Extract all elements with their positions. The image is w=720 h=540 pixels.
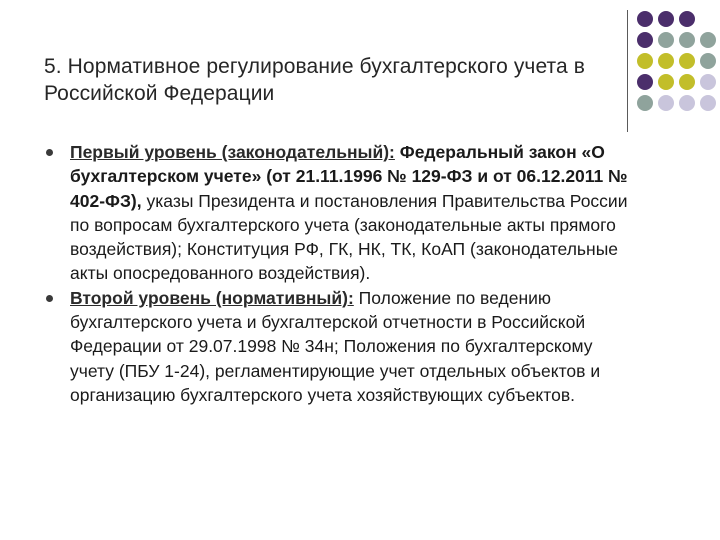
decorative-dot <box>700 95 716 111</box>
decorative-dot <box>679 32 695 48</box>
bullet-text: указы Президента и постановления Правительства России по вопросам бухгалтерского учета (законодательные акты прямого воздействия); Конституция РФ, ГК, НК, ТК, КоАП (законодательные акты опосредованного воздействия). <box>70 190 628 284</box>
decorative-dot <box>658 95 674 111</box>
bullet-dot-icon <box>46 149 53 156</box>
decorative-dot <box>637 74 653 90</box>
decorative-dot <box>700 53 716 69</box>
federal-law-text: Федеральный закон «О бухгалтерском учете» (от 21.11.1996 № 129-ФЗ и от 06.12.2011 № 402-ФЗ), <box>70 142 628 211</box>
slide-title: 5. Нормативное регулирование бухгалтерского учета в Российской Федерации <box>44 55 585 105</box>
decorative-dot <box>658 11 674 27</box>
decorative-dot <box>679 95 695 111</box>
bullet-item-second-level <box>40 286 640 407</box>
decorative-dot <box>679 53 695 69</box>
bullet-dot-icon <box>46 295 53 302</box>
vertical-divider <box>627 10 628 132</box>
decorative-dot <box>637 32 653 48</box>
bullet-list <box>40 140 640 407</box>
decorative-dot <box>658 53 674 69</box>
bullet-item-first-level <box>40 140 640 286</box>
decorative-dot <box>679 74 695 90</box>
bullet-text: Положение по ведению бухгалтерского учета и бухгалтерской отчетности в Российской Федерации от 29.07.1998 № 34н; Положения по бухгалтерскому учету (ПБУ 1-24), регламентирующие учет отдельных объектов и организацию бухгалтерского учета хозяйствующих субъектов. <box>70 287 601 405</box>
decorative-dot <box>679 11 695 27</box>
decorative-dot <box>700 74 716 90</box>
level-heading: Второй уровень (нормативный): <box>70 287 354 308</box>
decorative-dot <box>637 53 653 69</box>
decorative-dot <box>658 74 674 90</box>
decorative-dot <box>637 11 653 27</box>
decorative-dot <box>637 95 653 111</box>
decorative-dot <box>700 32 716 48</box>
decorative-dot-grid <box>637 11 717 115</box>
level-heading: Первый уровень (законодательный): <box>70 142 395 162</box>
decorative-dot <box>658 32 674 48</box>
